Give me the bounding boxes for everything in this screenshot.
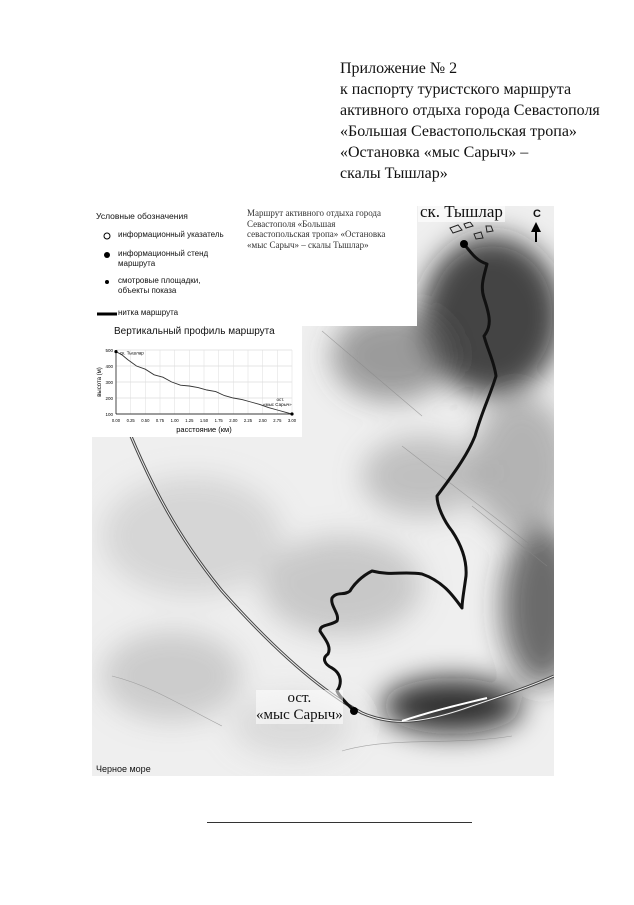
start-marker-icon (460, 240, 468, 248)
legend-item-viewpoints (96, 276, 226, 296)
legend-item-info-stand (96, 249, 226, 269)
y-tick-label: 100 (105, 412, 113, 417)
sea-label: Черное море (96, 764, 151, 774)
x-tick-label: 1.50 (199, 418, 209, 423)
document-heading (340, 58, 630, 184)
x-tick-label: 2.25 (243, 418, 253, 423)
profile-start-point (114, 350, 117, 353)
profile-chart (92, 338, 302, 438)
elevation-profile (92, 324, 302, 437)
profile-start-label: ск. Тышлар (120, 350, 144, 356)
end-label (256, 690, 343, 724)
x-tick-label: 0.25 (126, 418, 135, 423)
profile-end-label-1: ост. (276, 397, 285, 403)
hollow-circle-icon (96, 230, 118, 240)
route-line-icon (96, 308, 118, 318)
x-tick-label: 0.50 (141, 418, 150, 423)
legend-label: информационный стенд маршрута (118, 249, 209, 268)
x-tick-label: 1.00 (170, 418, 179, 423)
x-tick-label: 1.75 (214, 418, 223, 423)
legend-label: нитка маршрута (118, 308, 179, 317)
signature-line (207, 822, 472, 823)
x-tick-label: 2.75 (273, 418, 282, 423)
start-label: ск. Тышлар (418, 206, 505, 222)
legend-title: Условные обозначения (96, 211, 188, 221)
profile-end-point (290, 412, 293, 415)
y-axis-label: высота (м) (97, 367, 103, 397)
x-tick-label: 1.25 (185, 418, 194, 423)
filled-dot-icon (96, 276, 118, 296)
heading-line-2: к паспорту туристского маршрута (340, 81, 572, 98)
x-tick-label: 0.00 (111, 418, 121, 423)
y-tick-label: 300 (105, 380, 113, 385)
profile-title: Вертикальный профиль маршрута (114, 326, 275, 337)
heading-line-5: «Остановка «мыс Сарыч» – (340, 144, 529, 161)
legend-label: информационный указатель (118, 230, 224, 239)
filled-circle-icon (96, 249, 118, 269)
x-tick-label: 3.00 (287, 418, 297, 423)
x-tick-label: 2.00 (229, 418, 238, 423)
heading-line-4: «Большая Севастопольская тропа» (340, 123, 577, 140)
x-tick-label: 0.75 (155, 418, 165, 423)
end-label-line-2: «мыс Сарыч» (256, 707, 343, 723)
heading-line-1: Приложение № 2 (340, 60, 458, 77)
x-tick-label: 2.50 (258, 418, 267, 423)
legend-label: смотровые площадки, объекты показа (118, 276, 201, 295)
end-label-line-1: ост. (287, 690, 312, 706)
heading-line-3: активного отдыха города Севастополя (340, 102, 600, 119)
north-label: С (533, 208, 541, 220)
y-tick-label: 500 (105, 348, 113, 353)
route-caption: Маршрут активного отдыха города Севастополя «Большая севастопольская тропа» «Остановка «мыс Сарыч» – скалы Тышлар» (247, 208, 386, 250)
legend-item-route-line (96, 308, 178, 318)
legend (92, 206, 417, 326)
legend-item-info-sign (96, 230, 224, 240)
y-tick-label: 400 (105, 364, 113, 369)
profile-end-label-2: «мыс Сарыч» (262, 402, 292, 407)
x-axis-label: расстояние (км) (176, 425, 232, 434)
heading-line-6: скалы Тышлар» (340, 165, 448, 182)
route-map (92, 206, 554, 776)
end-marker-icon (350, 707, 358, 715)
y-tick-label: 200 (105, 396, 113, 401)
